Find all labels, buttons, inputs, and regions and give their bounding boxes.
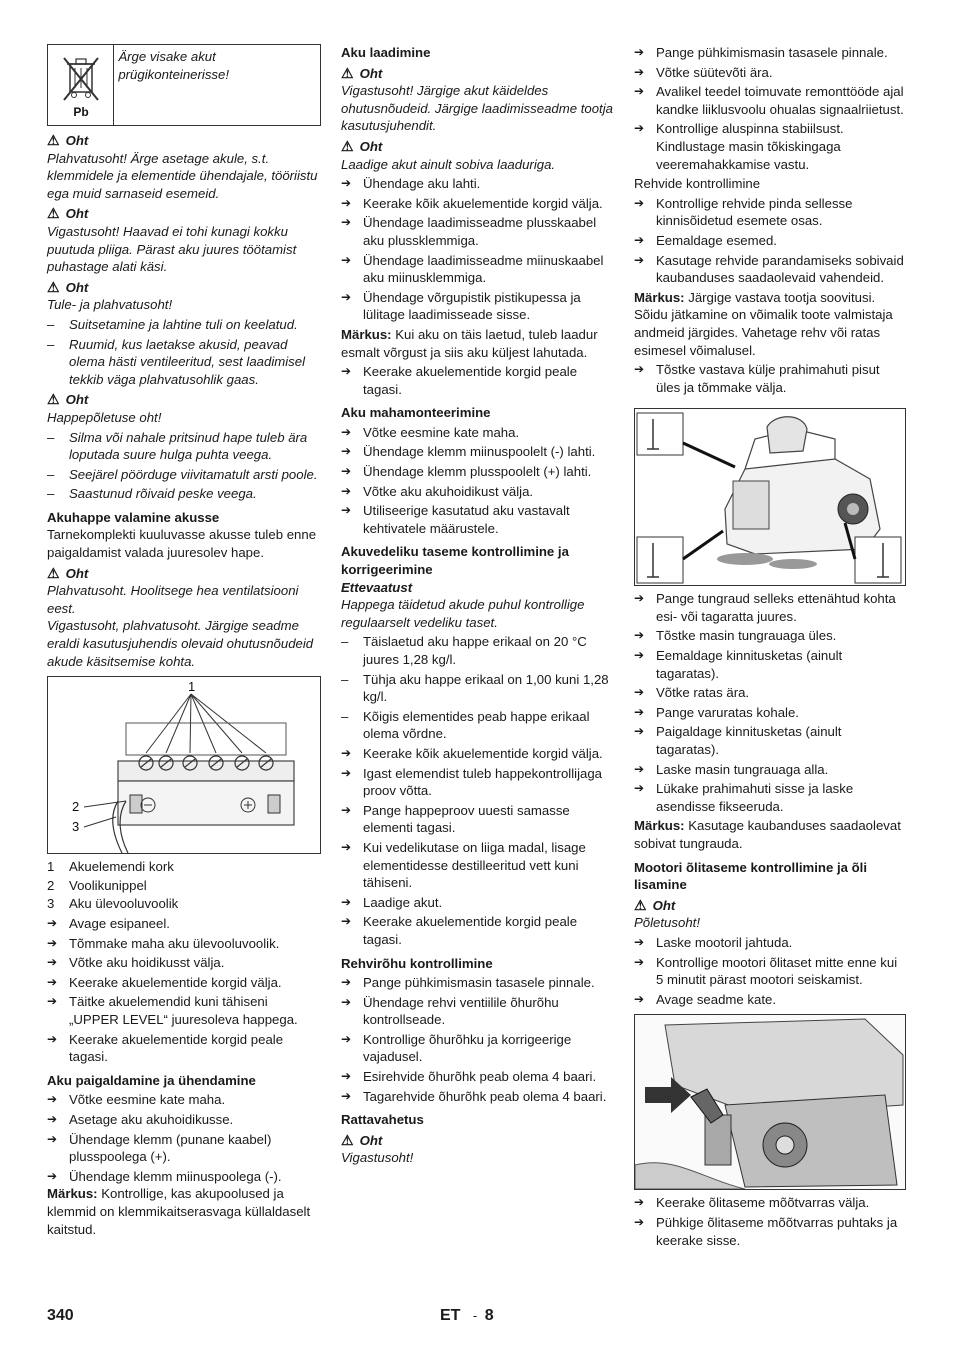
- step: ➔ Pange happeproov uuesti samasse elementi tagasi.: [341, 802, 570, 836]
- section-heading: Akuhappe valamine akusse: [47, 509, 220, 525]
- warning-triangle-icon: ⚠: [341, 137, 354, 154]
- arrow-icon: ➔: [341, 975, 352, 990]
- arrow-icon: ➔: [341, 1069, 352, 1084]
- disposal-text: Ärge visake akut prügikonteinerisse!: [118, 49, 230, 82]
- step: ➔ Avage esipaneel.: [47, 916, 170, 931]
- step: ➔ Võtke aku akuhoidikust välja.: [341, 483, 534, 499]
- arrow-icon: ➔: [341, 745, 352, 760]
- arrow-icon: ➔: [634, 628, 645, 643]
- arrow-icon: ➔: [634, 1195, 645, 1210]
- engine-dipstick-figure: [634, 1014, 906, 1190]
- disposal-notice: [47, 44, 321, 126]
- step: ➔ Tõmmake maha aku ülevooluvoolik.: [47, 935, 280, 951]
- step: ➔ Pange pühkimismasin tasasele pinnale.: [634, 45, 888, 60]
- list-item: – Seejärel pöörduge viivitamatult arsti poole.: [47, 466, 318, 482]
- step: ➔ Pühkige õlitaseme mõõtvarras puhtaks ja keerake sisse.: [634, 1214, 898, 1248]
- warning-text: Laadige akut ainult sobiva laaduriga.: [341, 156, 556, 172]
- step: ➔ Ühendage laadimisseadme plusskaabel aku plussklemmiga.: [341, 215, 597, 248]
- step: ➔ Ühendage rehvi ventiilile õhurõhu kontrollseade.: [341, 994, 559, 1028]
- legend-item: 1 Akuelemendi kork: [47, 859, 174, 875]
- step: ➔ Pange tungraud selleks ettenähtud kohta esi- või tagaratta juures.: [634, 591, 896, 624]
- warning-label: ⚠ Oht: [47, 132, 89, 148]
- arrow-icon: ➔: [47, 974, 58, 989]
- callout-3: 3: [72, 819, 80, 835]
- arrow-icon: ➔: [634, 781, 645, 796]
- step: ➔ Ühendage klemm miinuspoolelt (-) lahti.: [341, 444, 596, 460]
- column-3: [634, 44, 906, 1249]
- warning-label: ⚠ Oht: [341, 64, 383, 81]
- step: ➔ Avage seadme kate.: [634, 991, 776, 1007]
- column-2: [341, 44, 615, 1167]
- arrow-icon: ➔: [341, 483, 352, 498]
- list-item: – Kõigis elementides peab happe erikaal olema võrdne.: [341, 708, 590, 742]
- arrow-icon: ➔: [47, 1031, 58, 1046]
- legend-item: 2 Voolikunippel: [47, 877, 147, 893]
- warning-label: ⚠ Oht: [634, 896, 676, 913]
- warning-text: Vigastusoht! Järgige akut käideldes ohutusnõudeid. Järgige laadimisseadme tootja kasutusjuhendit.: [341, 83, 613, 134]
- warning-triangle-icon: ⚠: [341, 1131, 354, 1148]
- warning-text: Plahvatusoht. Hoolitsege hea ventilatsiooni eest.: [47, 583, 299, 616]
- arrow-icon: ➔: [341, 503, 352, 518]
- arrow-icon: ➔: [341, 464, 352, 479]
- arrow-icon: ➔: [634, 121, 645, 136]
- step: ➔ Paigaldage kinnitusketas (ainult tagaratas).: [634, 724, 842, 758]
- warning-label: ⚠ Oht: [47, 205, 89, 222]
- warning-text: Plahvatusoht! Ärge asetage akule, s.t. klemmidele ja elementide ühendajale, tööriistu ega muid sarnaseid esemeid.: [47, 150, 318, 201]
- caution-label: Ettevaatust: [341, 579, 413, 595]
- arrow-icon: ➔: [634, 704, 645, 719]
- arrow-icon: ➔: [47, 916, 58, 930]
- warning-text: Vigastusoht!: [341, 1150, 414, 1166]
- warning-triangle-icon: ⚠: [47, 278, 60, 295]
- step: ➔ Ühendage klemm (punane kaabel) plusspoolega (+).: [47, 1131, 272, 1165]
- warning-label: ⚠ Oht: [341, 1131, 383, 1148]
- arrow-icon: ➔: [634, 591, 645, 606]
- warning-text: Vigastusoht! Haavad ei tohi kunagi kokku puutuda pliiga. Pärast aku juures töötamist puhastage alati käsi.: [47, 223, 297, 275]
- list-item: – Täislaetud aku happe erikaal on 20 °C juures 1,28 kg/l.: [341, 634, 587, 667]
- arrow-icon: ➔: [341, 1031, 352, 1046]
- step: ➔ Eemaldage esemed.: [634, 232, 777, 248]
- arrow-icon: ➔: [341, 914, 352, 929]
- step: ➔ Keerake akuelementide korgid peale tagasi.: [47, 1031, 284, 1065]
- arrow-icon: ➔: [634, 1214, 645, 1229]
- arrow-icon: ➔: [341, 1088, 352, 1103]
- arrow-icon: ➔: [634, 45, 645, 59]
- arrow-icon: ➔: [47, 935, 58, 950]
- section-heading: Rattavahetus: [341, 1112, 424, 1128]
- step: ➔ Ühendage klemm miinuspoolega (-).: [47, 1168, 282, 1184]
- warning-text: Vigastusoht, plahvatusoht. Järgige seadme eraldi kasutusjuhendis olevaid ohutusnõudeid akude käsitsemise kohta.: [47, 618, 314, 669]
- step: ➔ Tagarehvide õhurõhk peab olema 4 baari.: [341, 1088, 607, 1104]
- warning-triangle-icon: ⚠: [341, 64, 354, 81]
- arrow-icon: ➔: [341, 802, 352, 817]
- warning-text: Tule- ja plahvatusoht!: [47, 297, 173, 313]
- callout-2: 2: [72, 799, 80, 815]
- callout-1: 1: [188, 679, 196, 695]
- step: ➔ Keerake kõik akuelementide korgid välja.: [341, 195, 603, 211]
- sweeper-jack-figure: [634, 408, 906, 586]
- step: ➔ Võtke eesmine kate maha.: [341, 424, 520, 440]
- arrow-icon: ➔: [634, 724, 645, 739]
- arrow-icon: ➔: [341, 424, 352, 439]
- warning-triangle-icon: ⚠: [47, 564, 60, 581]
- arrow-icon: ➔: [341, 765, 352, 780]
- step: ➔ Võtke süütevõti ära.: [634, 64, 773, 80]
- arrow-icon: ➔: [634, 64, 645, 79]
- step: ➔ Keerake kõik akuelementide korgid välja.: [341, 745, 603, 761]
- step: ➔ Kasutage rehvide parandamiseks sobivaid kaubanduses saadaolevaid vahendeid.: [634, 252, 904, 286]
- note: Märkus: Järgige vastava tootja soovitusi. Sõidu jätkamine on võimalik toote valmistaja andmeid järgides. Vahetage rehv või ratas esimesel võimalusel.: [634, 289, 893, 358]
- arrow-icon: ➔: [341, 215, 352, 230]
- step: ➔ Keerake akuelementide korgid peale tagasi.: [341, 364, 578, 397]
- section-heading: Aku paigaldamine ja ühendamine: [47, 1072, 256, 1088]
- arrow-icon: ➔: [634, 84, 645, 99]
- arrow-icon: ➔: [634, 362, 645, 377]
- arrow-icon: ➔: [634, 195, 645, 210]
- section-heading: Mootori õlitaseme kontrollimine ja õli lisamine: [634, 859, 868, 893]
- legend-item: 3 Aku ülevooluvoolik: [47, 896, 179, 912]
- step: ➔ Kui vedelikutase on liiga madal, lisage elementidesse destilleeritud vett kuni tähiseni.: [341, 839, 586, 891]
- warning-text: Happepõletuse oht!: [47, 409, 162, 425]
- arrow-icon: ➔: [341, 894, 352, 909]
- step: ➔ Pange varuratas kohale.: [634, 704, 799, 720]
- arrow-icon: ➔: [47, 955, 58, 970]
- step: ➔ Ühendage laadimisseadme miinuskaabel aku miinusklemmiga.: [341, 252, 604, 286]
- arrow-icon: ➔: [634, 761, 645, 776]
- arrow-icon: ➔: [47, 1168, 58, 1183]
- arrow-icon: ➔: [634, 232, 645, 247]
- arrow-icon: ➔: [341, 176, 352, 191]
- step: ➔ Keerake akuelementide korgid välja.: [47, 974, 282, 990]
- step: ➔ Eemaldage kinnitusketas (ainult tagaratas).: [634, 648, 843, 681]
- note: Märkus: Kasutage kaubanduses saadaolevat sobivat tungrauda.: [634, 818, 901, 851]
- step: ➔ Ühendage võrgupistik pistikupessa ja lülitage laadimisseade sisse.: [341, 289, 581, 323]
- step: ➔ Kontrollige rehvide pinda sellesse kinnisõidetud esemete osas.: [634, 195, 853, 229]
- warning-triangle-icon: ⚠: [634, 896, 647, 913]
- step: ➔ Esirehvide õhurõhk peab olema 4 baari.: [341, 1069, 597, 1085]
- warning-label: ⚠ Oht: [47, 391, 89, 408]
- step: ➔ Asetage aku akuhoidikusse.: [47, 1111, 234, 1127]
- step: ➔ Ühendage klemm plusspoolelt (+) lahti.: [341, 464, 592, 480]
- arrow-icon: ➔: [341, 994, 352, 1009]
- arrow-icon: ➔: [634, 685, 645, 700]
- warning-triangle-icon: ⚠: [47, 205, 60, 222]
- step: ➔ Utiliseerige kasutatud aku vastavalt kehtivatele määrustele.: [341, 503, 570, 536]
- step: ➔ Keerake akuelementide korgid peale tagasi.: [341, 914, 578, 947]
- arrow-icon: ➔: [47, 1111, 58, 1126]
- caution-text: Happega täidetud akude puhul kontrollige regulaarselt vedeliku taset.: [341, 597, 585, 630]
- footer-lang: ET - 8: [440, 1307, 494, 1324]
- arrow-icon: ➔: [341, 289, 352, 304]
- page-number: 340: [47, 1307, 74, 1324]
- warning-label: ⚠ Oht: [47, 564, 89, 581]
- list-item: – Saastunud rõivaid peske veega.: [47, 486, 257, 502]
- step: ➔ Kontrollige õhurõhku ja korrigeerige vajadusel.: [341, 1031, 572, 1065]
- arrow-icon: ➔: [47, 1131, 58, 1146]
- arrow-icon: ➔: [341, 252, 352, 267]
- arrow-icon: ➔: [634, 648, 645, 663]
- column-1: [47, 44, 321, 1238]
- step: ➔ Avalikel teedel toimuvate remonttööde ajal kandke liiklusvoolu ohualas signaalriietust.: [634, 84, 904, 117]
- crossed-bin-icon: [48, 45, 114, 125]
- warning-label: ⚠ Oht: [47, 278, 89, 295]
- section-heading: Aku mahamonteerimine: [341, 405, 491, 421]
- subheading: Rehvide kontrollimine: [634, 176, 761, 192]
- arrow-icon: ➔: [341, 364, 352, 379]
- step: ➔ Laske masin tungrauaga alla.: [634, 761, 829, 777]
- arrow-icon: ➔: [634, 252, 645, 267]
- list-item: – Tühja aku happe erikaal on 1,00 kuni 1,28 kg/l.: [341, 671, 609, 705]
- step: ➔ Täitke akuelemendid kuni tähiseni „UPPER LEVEL“ juuresoleva happega.: [47, 994, 298, 1027]
- step: ➔ Lükake prahimahuti sisse ja laske asendisse fikseeruda.: [634, 781, 854, 814]
- step: ➔ Laske mootoril jahtuda.: [634, 934, 793, 950]
- arrow-icon: ➔: [47, 1092, 58, 1107]
- list-item: – Silma või nahale pritsinud hape tuleb ära loputada suure hulga puhta veega.: [47, 429, 308, 463]
- arrow-icon: ➔: [47, 994, 58, 1009]
- warning-triangle-icon: ⚠: [47, 391, 60, 408]
- note: Märkus: Kontrollige, kas akupoolused ja klemmid on klemmikaitserasvaga küllaldaselt kaitstud.: [47, 1186, 311, 1237]
- step: ➔ Kontrollige aluspinna stabiilsust. Kindlustage masin tõkiskingaga veeremahakkamise vastu.: [634, 121, 844, 172]
- list-item: – Suitsetamine ja lahtine tuli on keelatud.: [47, 316, 298, 332]
- section-heading: Akuvedeliku taseme kontrollimine ja korrigeerimine: [341, 544, 569, 578]
- list-item: – Ruumid, kus laetakse akusid, peavad olema hästi ventileeritud, sest laadimisel tekkib väga plahvatusohlik gaas.: [47, 336, 306, 387]
- pb-label: Pb: [72, 105, 89, 119]
- step: ➔ Pange pühkimismasin tasasele pinnale.: [341, 975, 595, 991]
- section-heading: Rehvirõhu kontrollimine: [341, 955, 493, 971]
- step: ➔ Võtke eesmine kate maha.: [47, 1092, 226, 1108]
- step: ➔ Ühendage aku lahti.: [341, 176, 481, 192]
- section-heading: Aku laadimine: [341, 45, 431, 60]
- warning-triangle-icon: ⚠: [47, 132, 60, 148]
- step: ➔ Võtke ratas ära.: [634, 685, 750, 701]
- warning-text: Põletusoht!: [634, 915, 700, 931]
- battery-figure: [47, 676, 321, 854]
- step: ➔ Kontrollige mootori õlitaset mitte enne kui 5 minutit pärast mootori seiskamist.: [634, 954, 898, 988]
- arrow-icon: ➔: [341, 839, 352, 854]
- paragraph: Tarnekomplekti kuuluvasse akusse tuleb enne paigaldamist valada juuresolev hape.: [47, 527, 317, 561]
- step: ➔ Laadige akut.: [341, 894, 443, 910]
- note: Märkus: Kui aku on täis laetud, tuleb laadur esmalt võrgust ja siis aku küljest lahutada.: [341, 326, 598, 360]
- step: ➔ Tõstke vastava külje prahimahuti pisut üles ja tõmmake välja.: [634, 362, 880, 395]
- warning-label: ⚠ Oht: [341, 137, 383, 154]
- arrow-icon: ➔: [341, 444, 352, 459]
- step: ➔ Keerake õlitaseme mõõtvarras välja.: [634, 1195, 870, 1211]
- arrow-icon: ➔: [634, 954, 645, 969]
- arrow-icon: ➔: [341, 195, 352, 210]
- step: ➔ Võtke aku hoidikusst välja.: [47, 955, 225, 971]
- step: ➔ Tõstke masin tungrauaga üles.: [634, 628, 837, 644]
- arrow-icon: ➔: [634, 991, 645, 1006]
- arrow-icon: ➔: [634, 934, 645, 949]
- step: ➔ Igast elemendist tuleb happekontrollijaga proov võtta.: [341, 765, 602, 799]
